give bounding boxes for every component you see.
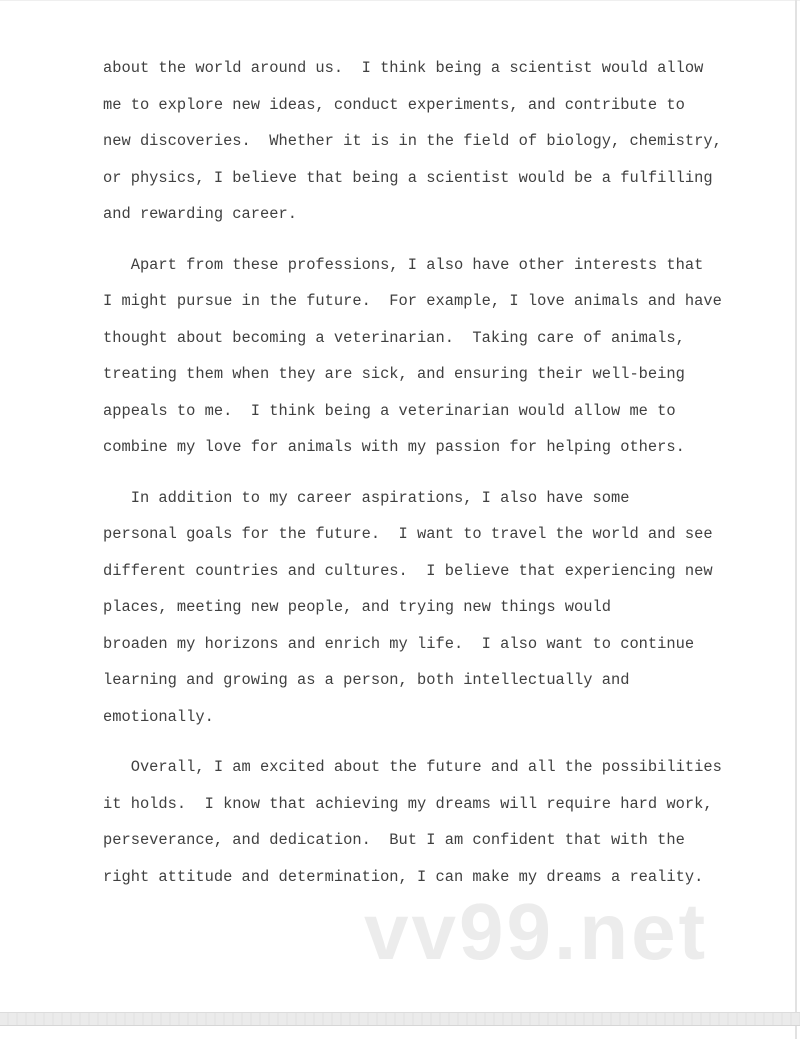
paragraph (103, 50, 763, 233)
text-line: personal goals for the future. I want to travel the world and see (103, 525, 713, 543)
text-line: perseverance, and dedication. But I am confident that with the (103, 831, 685, 849)
paragraph (103, 480, 763, 736)
text-line: right attitude and determination, I can make my dreams a reality. (103, 867, 704, 886)
horizontal-scrollbar[interactable] (0, 1012, 800, 1026)
paragraph (103, 247, 763, 466)
page-right-edge (795, 0, 797, 1039)
paragraph (103, 749, 763, 895)
text-line: appeals to me. I think being a veterinarian would allow me to (103, 401, 676, 420)
page-top-divider (0, 0, 800, 1)
watermark: vv99.net (364, 887, 709, 976)
text-line: places, meeting new people, and trying new things would (103, 598, 611, 616)
text-line: broaden my horizons and enrich my life. I also want to continue (103, 634, 695, 653)
text-line: it holds. I know that achieving my dreams will require hard work, (103, 794, 713, 813)
text-line: about the world around us. I think being a scientist would allow (103, 59, 704, 77)
text-line: I might pursue in the future. For example, I love animals and have (103, 292, 722, 310)
text-line: treating them when they are sick, and ensuring their well-being (103, 365, 685, 383)
text-line: or physics, I believe that being a scientist would be a fulfilling (103, 168, 713, 187)
text-line: combine my love for animals with my passion for helping others. (103, 438, 685, 456)
document-page (103, 50, 763, 909)
text-line: emotionally. (103, 707, 214, 726)
text-line: me to explore new ideas, conduct experiments, and contribute to (103, 95, 685, 114)
text-line: Apart from these professions, I also have other interests that (103, 255, 704, 274)
text-line: Overall, I am excited about the future and all the possibilities (103, 758, 722, 776)
text-line: new discoveries. Whether it is in the field of biology, chemistry, (103, 132, 722, 150)
text-line: different countries and cultures. I believe that experiencing new (103, 561, 713, 580)
text-line: thought about becoming a veterinarian. Taking care of animals, (103, 328, 685, 347)
text-line: and rewarding career. (103, 205, 297, 223)
text-line: learning and growing as a person, both intellectually and (103, 671, 630, 689)
text-line: In addition to my career aspirations, I also have some (103, 488, 630, 507)
